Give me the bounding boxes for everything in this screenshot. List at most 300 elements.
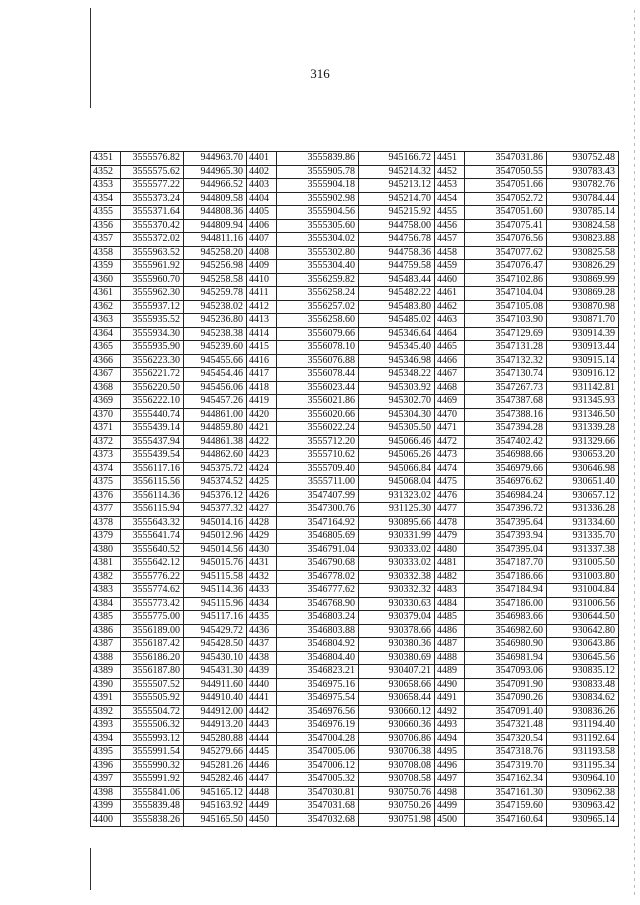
x-coordinate-cell: 3555577.22 <box>121 179 184 193</box>
x-coordinate-cell: 3546979.66 <box>465 462 547 476</box>
x-coordinate-cell: 3556023.44 <box>277 381 359 395</box>
table-row <box>91 597 619 611</box>
x-coordinate-cell: 3555373.24 <box>121 192 184 206</box>
left-margin-rule-top <box>90 8 91 108</box>
point-number-cell: 4369 <box>91 395 121 409</box>
x-coordinate-cell: 3547319.70 <box>465 759 547 773</box>
point-number-cell: 4456 <box>435 219 465 233</box>
x-coordinate-cell: 3555904.56 <box>277 206 359 220</box>
table-row <box>91 152 619 166</box>
point-number-cell: 4451 <box>435 152 465 166</box>
x-coordinate-cell: 3555937.12 <box>121 300 184 314</box>
point-number-cell: 4390 <box>91 678 121 692</box>
point-number-cell: 4424 <box>247 462 277 476</box>
y-coordinate-cell: 930964.10 <box>547 773 619 787</box>
x-coordinate-cell: 3547402.42 <box>465 435 547 449</box>
x-coordinate-cell: 3547004.28 <box>277 732 359 746</box>
x-coordinate-cell: 3555575.62 <box>121 165 184 179</box>
point-number-cell: 4490 <box>435 678 465 692</box>
table-row <box>91 692 619 706</box>
x-coordinate-cell: 3547031.86 <box>465 152 547 166</box>
point-number-cell: 4381 <box>91 557 121 571</box>
x-coordinate-cell: 3547105.08 <box>465 300 547 314</box>
y-coordinate-cell: 945302.70 <box>359 395 435 409</box>
x-coordinate-cell: 3547005.32 <box>277 773 359 787</box>
y-coordinate-cell: 945375.72 <box>184 462 247 476</box>
point-number-cell: 4493 <box>435 719 465 733</box>
y-coordinate-cell: 944809.58 <box>184 192 247 206</box>
point-number-cell: 4428 <box>247 516 277 530</box>
point-number-cell: 4359 <box>91 260 121 274</box>
y-coordinate-cell: 945485.02 <box>359 314 435 328</box>
x-coordinate-cell: 3547131.28 <box>465 341 547 355</box>
y-coordinate-cell: 945066.84 <box>359 462 435 476</box>
y-coordinate-cell: 945015.76 <box>184 557 247 571</box>
point-number-cell: 4497 <box>435 773 465 787</box>
point-number-cell: 4407 <box>247 233 277 247</box>
y-coordinate-cell: 945214.70 <box>359 192 435 206</box>
x-coordinate-cell: 3555775.00 <box>121 611 184 625</box>
scan-edge <box>634 10 635 895</box>
x-coordinate-cell: 3555990.32 <box>121 759 184 773</box>
x-coordinate-cell: 3546804.40 <box>277 651 359 665</box>
point-number-cell: 4408 <box>247 246 277 260</box>
point-number-cell: 4482 <box>435 570 465 584</box>
y-coordinate-cell: 930330.63 <box>359 597 435 611</box>
y-coordinate-cell: 945239.60 <box>184 341 247 355</box>
point-number-cell: 4495 <box>435 746 465 760</box>
x-coordinate-cell: 3555841.06 <box>121 786 184 800</box>
x-coordinate-cell: 3555773.42 <box>121 597 184 611</box>
point-number-cell: 4375 <box>91 476 121 490</box>
x-coordinate-cell: 3547160.64 <box>465 813 547 827</box>
table-row <box>91 192 619 206</box>
coordinate-table <box>90 151 619 827</box>
point-number-cell: 4447 <box>247 773 277 787</box>
y-coordinate-cell: 930658.44 <box>359 692 435 706</box>
point-number-cell: 4373 <box>91 449 121 463</box>
x-coordinate-cell: 3547132.32 <box>465 354 547 368</box>
y-coordinate-cell: 930869.99 <box>547 273 619 287</box>
x-coordinate-cell: 3547052.72 <box>465 192 547 206</box>
table-row <box>91 476 619 490</box>
point-number-cell: 4438 <box>247 651 277 665</box>
y-coordinate-cell: 930834.62 <box>547 692 619 706</box>
table-row <box>91 719 619 733</box>
x-coordinate-cell: 3556021.86 <box>277 395 359 409</box>
x-coordinate-cell: 3547076.47 <box>465 260 547 274</box>
x-coordinate-cell: 3547051.66 <box>465 179 547 193</box>
point-number-cell: 4423 <box>247 449 277 463</box>
x-coordinate-cell: 3556223.30 <box>121 354 184 368</box>
point-number-cell: 4362 <box>91 300 121 314</box>
x-coordinate-cell: 3555993.12 <box>121 732 184 746</box>
table-row <box>91 395 619 409</box>
x-coordinate-cell: 3547393.94 <box>465 530 547 544</box>
y-coordinate-cell: 944759.58 <box>359 260 435 274</box>
x-coordinate-cell: 3547075.41 <box>465 219 547 233</box>
x-coordinate-cell: 3547321.48 <box>465 719 547 733</box>
x-coordinate-cell: 3546804.92 <box>277 638 359 652</box>
point-number-cell: 4351 <box>91 152 121 166</box>
table-row <box>91 570 619 584</box>
x-coordinate-cell: 3556187.42 <box>121 638 184 652</box>
point-number-cell: 4400 <box>91 813 121 827</box>
y-coordinate-cell: 931345.93 <box>547 395 619 409</box>
point-number-cell: 4421 <box>247 422 277 436</box>
y-coordinate-cell: 945238.38 <box>184 327 247 341</box>
point-number-cell: 4462 <box>435 300 465 314</box>
point-number-cell: 4385 <box>91 611 121 625</box>
point-number-cell: 4452 <box>435 165 465 179</box>
x-coordinate-cell: 3547394.28 <box>465 422 547 436</box>
x-coordinate-cell: 3555839.86 <box>277 152 359 166</box>
point-number-cell: 4404 <box>247 192 277 206</box>
x-coordinate-cell: 3555506.32 <box>121 719 184 733</box>
table-row <box>91 449 619 463</box>
point-number-cell: 4409 <box>247 260 277 274</box>
table-row <box>91 638 619 652</box>
x-coordinate-cell: 3555905.78 <box>277 165 359 179</box>
y-coordinate-cell: 944912.00 <box>184 705 247 719</box>
point-number-cell: 4378 <box>91 516 121 530</box>
table-row <box>91 354 619 368</box>
x-coordinate-cell: 3546981.94 <box>465 651 547 665</box>
x-coordinate-cell: 3555934.30 <box>121 327 184 341</box>
point-number-cell: 4368 <box>91 381 121 395</box>
y-coordinate-cell: 944859.80 <box>184 422 247 436</box>
x-coordinate-cell: 3555304.40 <box>277 260 359 274</box>
table-row <box>91 260 619 274</box>
point-number-cell: 4448 <box>247 786 277 800</box>
point-number-cell: 4469 <box>435 395 465 409</box>
point-number-cell: 4357 <box>91 233 121 247</box>
x-coordinate-cell: 3556117.16 <box>121 462 184 476</box>
x-coordinate-cell: 3556222.10 <box>121 395 184 409</box>
point-number-cell: 4374 <box>91 462 121 476</box>
x-coordinate-cell: 3547184.94 <box>465 584 547 598</box>
x-coordinate-cell: 3556115.94 <box>121 503 184 517</box>
x-coordinate-cell: 3555641.74 <box>121 530 184 544</box>
table-row <box>91 300 619 314</box>
point-number-cell: 4465 <box>435 341 465 355</box>
x-coordinate-cell: 3556259.82 <box>277 273 359 287</box>
point-number-cell: 4444 <box>247 732 277 746</box>
y-coordinate-cell: 945483.44 <box>359 273 435 287</box>
x-coordinate-cell: 3547164.92 <box>277 516 359 530</box>
x-coordinate-cell: 3546803.88 <box>277 624 359 638</box>
point-number-cell: 4396 <box>91 759 121 773</box>
y-coordinate-cell: 931329.66 <box>547 435 619 449</box>
y-coordinate-cell: 944966.52 <box>184 179 247 193</box>
y-coordinate-cell: 930869.28 <box>547 287 619 301</box>
point-number-cell: 4480 <box>435 543 465 557</box>
y-coordinate-cell: 945213.12 <box>359 179 435 193</box>
point-number-cell: 4412 <box>247 300 277 314</box>
x-coordinate-cell: 3547186.66 <box>465 570 547 584</box>
x-coordinate-cell: 3547395.04 <box>465 543 547 557</box>
point-number-cell: 4478 <box>435 516 465 530</box>
table-row <box>91 219 619 233</box>
x-coordinate-cell: 3555960.70 <box>121 273 184 287</box>
y-coordinate-cell: 930826.29 <box>547 260 619 274</box>
y-coordinate-cell: 931006.56 <box>547 597 619 611</box>
x-coordinate-cell: 3547077.62 <box>465 246 547 260</box>
point-number-cell: 4437 <box>247 638 277 652</box>
x-coordinate-cell: 3547187.70 <box>465 557 547 571</box>
table-row <box>91 489 619 503</box>
table-row <box>91 503 619 517</box>
point-number-cell: 4467 <box>435 368 465 382</box>
point-number-cell: 4477 <box>435 503 465 517</box>
point-number-cell: 4453 <box>435 179 465 193</box>
y-coordinate-cell: 930380.36 <box>359 638 435 652</box>
point-number-cell: 4415 <box>247 341 277 355</box>
x-coordinate-cell: 3556022.24 <box>277 422 359 436</box>
x-coordinate-cell: 3555961.92 <box>121 260 184 274</box>
x-coordinate-cell: 3546778.02 <box>277 570 359 584</box>
x-coordinate-cell: 3555963.52 <box>121 246 184 260</box>
y-coordinate-cell: 945258.20 <box>184 246 247 260</box>
y-coordinate-cell: 945282.46 <box>184 773 247 787</box>
x-coordinate-cell: 3555935.52 <box>121 314 184 328</box>
table-row <box>91 206 619 220</box>
x-coordinate-cell: 3555576.82 <box>121 152 184 166</box>
point-number-cell: 4460 <box>435 273 465 287</box>
y-coordinate-cell: 945014.56 <box>184 543 247 557</box>
y-coordinate-cell: 930331.99 <box>359 530 435 544</box>
y-coordinate-cell: 931194.40 <box>547 719 619 733</box>
y-coordinate-cell: 945377.32 <box>184 503 247 517</box>
y-coordinate-cell: 945114.36 <box>184 584 247 598</box>
y-coordinate-cell: 945014.16 <box>184 516 247 530</box>
point-number-cell: 4425 <box>247 476 277 490</box>
point-number-cell: 4429 <box>247 530 277 544</box>
x-coordinate-cell: 3547407.99 <box>277 489 359 503</box>
point-number-cell: 4397 <box>91 773 121 787</box>
point-number-cell: 4492 <box>435 705 465 719</box>
point-number-cell: 4382 <box>91 570 121 584</box>
x-coordinate-cell: 3556187.80 <box>121 665 184 679</box>
y-coordinate-cell: 930965.14 <box>547 813 619 827</box>
table-row <box>91 557 619 571</box>
point-number-cell: 4416 <box>247 354 277 368</box>
x-coordinate-cell: 3547091.40 <box>465 705 547 719</box>
point-number-cell: 4445 <box>247 746 277 760</box>
point-number-cell: 4367 <box>91 368 121 382</box>
x-coordinate-cell: 3547320.54 <box>465 732 547 746</box>
point-number-cell: 4463 <box>435 314 465 328</box>
x-coordinate-cell: 3546790.68 <box>277 557 359 571</box>
x-coordinate-cell: 3547300.76 <box>277 503 359 517</box>
point-number-cell: 4457 <box>435 233 465 247</box>
y-coordinate-cell: 944861.00 <box>184 408 247 422</box>
x-coordinate-cell: 3555902.98 <box>277 192 359 206</box>
x-coordinate-cell: 3546803.24 <box>277 611 359 625</box>
y-coordinate-cell: 931003.80 <box>547 570 619 584</box>
x-coordinate-cell: 3556220.50 <box>121 381 184 395</box>
point-number-cell: 4450 <box>247 813 277 827</box>
y-coordinate-cell: 945115.96 <box>184 597 247 611</box>
point-number-cell: 4353 <box>91 179 121 193</box>
y-coordinate-cell: 931195.34 <box>547 759 619 773</box>
point-number-cell: 4461 <box>435 287 465 301</box>
y-coordinate-cell: 930653.20 <box>547 449 619 463</box>
point-number-cell: 4496 <box>435 759 465 773</box>
x-coordinate-cell: 3556079.66 <box>277 327 359 341</box>
x-coordinate-cell: 3547186.00 <box>465 597 547 611</box>
point-number-cell: 4442 <box>247 705 277 719</box>
y-coordinate-cell: 944963.70 <box>184 152 247 166</box>
point-number-cell: 4494 <box>435 732 465 746</box>
x-coordinate-cell: 3547093.06 <box>465 665 547 679</box>
y-coordinate-cell: 930835.12 <box>547 665 619 679</box>
y-coordinate-cell: 930895.66 <box>359 516 435 530</box>
table-row <box>91 165 619 179</box>
point-number-cell: 4466 <box>435 354 465 368</box>
x-coordinate-cell: 3547091.90 <box>465 678 547 692</box>
x-coordinate-cell: 3546976.62 <box>465 476 547 490</box>
table-row <box>91 678 619 692</box>
x-coordinate-cell: 3555904.18 <box>277 179 359 193</box>
table-row <box>91 273 619 287</box>
table-row <box>91 287 619 301</box>
x-coordinate-cell: 3555991.92 <box>121 773 184 787</box>
y-coordinate-cell: 930963.42 <box>547 800 619 814</box>
y-coordinate-cell: 945376.12 <box>184 489 247 503</box>
y-coordinate-cell: 945065.26 <box>359 449 435 463</box>
point-number-cell: 4485 <box>435 611 465 625</box>
x-coordinate-cell: 3547387.68 <box>465 395 547 409</box>
y-coordinate-cell: 945304.30 <box>359 408 435 422</box>
point-number-cell: 4479 <box>435 530 465 544</box>
y-coordinate-cell: 945456.06 <box>184 381 247 395</box>
coordinate-table-body <box>91 152 619 827</box>
point-number-cell: 4446 <box>247 759 277 773</box>
x-coordinate-cell: 3547030.81 <box>277 786 359 800</box>
y-coordinate-cell: 930750.26 <box>359 800 435 814</box>
y-coordinate-cell: 930751.98 <box>359 813 435 827</box>
point-number-cell: 4371 <box>91 422 121 436</box>
page-number: 316 <box>310 66 330 81</box>
y-coordinate-cell: 931193.58 <box>547 746 619 760</box>
y-coordinate-cell: 930708.58 <box>359 773 435 787</box>
x-coordinate-cell: 3547050.55 <box>465 165 547 179</box>
y-coordinate-cell: 945259.78 <box>184 287 247 301</box>
x-coordinate-cell: 3547318.76 <box>465 746 547 760</box>
point-number-cell: 4352 <box>91 165 121 179</box>
point-number-cell: 4488 <box>435 651 465 665</box>
x-coordinate-cell: 3555710.62 <box>277 449 359 463</box>
point-number-cell: 4499 <box>435 800 465 814</box>
y-coordinate-cell: 931335.70 <box>547 530 619 544</box>
y-coordinate-cell: 930750.76 <box>359 786 435 800</box>
point-number-cell: 4489 <box>435 665 465 679</box>
y-coordinate-cell: 930378.66 <box>359 624 435 638</box>
x-coordinate-cell: 3555440.74 <box>121 408 184 422</box>
point-number-cell: 4484 <box>435 597 465 611</box>
point-number-cell: 4468 <box>435 381 465 395</box>
table-row <box>91 516 619 530</box>
y-coordinate-cell: 930752.48 <box>547 152 619 166</box>
x-coordinate-cell: 3555962.30 <box>121 287 184 301</box>
x-coordinate-cell: 3555504.72 <box>121 705 184 719</box>
point-number-cell: 4434 <box>247 597 277 611</box>
y-coordinate-cell: 930407.21 <box>359 665 435 679</box>
x-coordinate-cell: 3547129.69 <box>465 327 547 341</box>
x-coordinate-cell: 3547395.64 <box>465 516 547 530</box>
table-row <box>91 435 619 449</box>
x-coordinate-cell: 3555370.42 <box>121 219 184 233</box>
x-coordinate-cell: 3555439.54 <box>121 449 184 463</box>
y-coordinate-cell: 945346.98 <box>359 354 435 368</box>
point-number-cell: 4491 <box>435 692 465 706</box>
x-coordinate-cell: 3555991.54 <box>121 746 184 760</box>
point-number-cell: 4383 <box>91 584 121 598</box>
point-number-cell: 4458 <box>435 246 465 260</box>
y-coordinate-cell: 930782.76 <box>547 179 619 193</box>
y-coordinate-cell: 930914.39 <box>547 327 619 341</box>
y-coordinate-cell: 945165.12 <box>184 786 247 800</box>
x-coordinate-cell: 3555302.80 <box>277 246 359 260</box>
point-number-cell: 4364 <box>91 327 121 341</box>
point-number-cell: 4413 <box>247 314 277 328</box>
table-row <box>91 813 619 827</box>
x-coordinate-cell: 3547104.04 <box>465 287 547 301</box>
table-row <box>91 530 619 544</box>
y-coordinate-cell: 944758.00 <box>359 219 435 233</box>
y-coordinate-cell: 931323.02 <box>359 489 435 503</box>
table-row <box>91 732 619 746</box>
point-number-cell: 4411 <box>247 287 277 301</box>
point-number-cell: 4459 <box>435 260 465 274</box>
y-coordinate-cell: 944756.78 <box>359 233 435 247</box>
point-number-cell: 4427 <box>247 503 277 517</box>
point-number-cell: 4422 <box>247 435 277 449</box>
point-number-cell: 4360 <box>91 273 121 287</box>
table-row <box>91 651 619 665</box>
table-row <box>91 422 619 436</box>
x-coordinate-cell: 3547162.34 <box>465 773 547 787</box>
point-number-cell: 4393 <box>91 719 121 733</box>
point-number-cell: 4432 <box>247 570 277 584</box>
y-coordinate-cell: 930708.08 <box>359 759 435 773</box>
y-coordinate-cell: 931337.38 <box>547 543 619 557</box>
y-coordinate-cell: 945303.92 <box>359 381 435 395</box>
point-number-cell: 4403 <box>247 179 277 193</box>
x-coordinate-cell: 3556258.60 <box>277 314 359 328</box>
point-number-cell: 4394 <box>91 732 121 746</box>
table-row <box>91 759 619 773</box>
point-number-cell: 4454 <box>435 192 465 206</box>
point-number-cell: 4355 <box>91 206 121 220</box>
table-row <box>91 381 619 395</box>
x-coordinate-cell: 3546983.66 <box>465 611 547 625</box>
y-coordinate-cell: 944862.60 <box>184 449 247 463</box>
x-coordinate-cell: 3546823.21 <box>277 665 359 679</box>
x-coordinate-cell: 3555640.52 <box>121 543 184 557</box>
table-row <box>91 543 619 557</box>
x-coordinate-cell: 3555304.02 <box>277 233 359 247</box>
y-coordinate-cell: 945482.22 <box>359 287 435 301</box>
point-number-cell: 4487 <box>435 638 465 652</box>
left-margin-rule-bottom <box>90 848 91 890</box>
x-coordinate-cell: 3546976.56 <box>277 705 359 719</box>
x-coordinate-cell: 3547396.72 <box>465 503 547 517</box>
point-number-cell: 4435 <box>247 611 277 625</box>
point-number-cell: 4392 <box>91 705 121 719</box>
point-number-cell: 4473 <box>435 449 465 463</box>
